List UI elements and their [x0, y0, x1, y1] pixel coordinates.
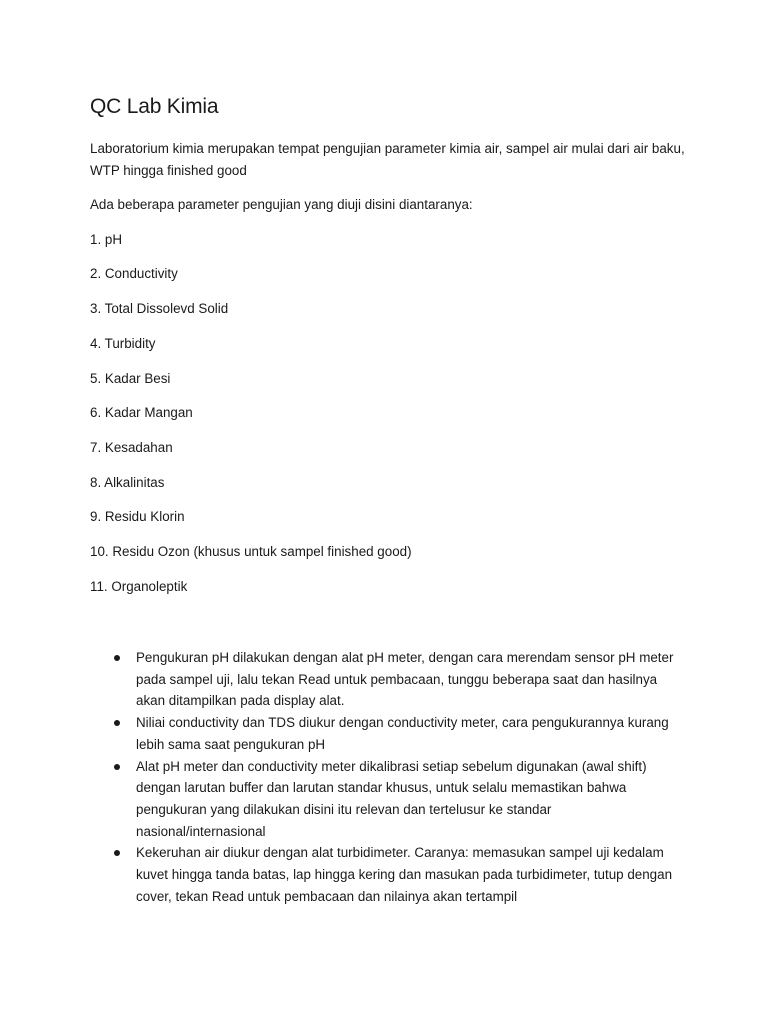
bullet-text: Kekeruhan air diukur dengan alat turbidimeter. Caranya: memasukan sampel uji kedalam kuvet hingga tanda batas, lap hingga kering dan masukan pada turbidimeter, tutup dengan cover, tekan Read untuk pembacaan dan nilainya akan tertampil — [136, 845, 673, 904]
bullet-item — [136, 712, 676, 755]
bullet-icon — [114, 850, 120, 856]
parameter-item: 3. Total Dissolevd Solid — [90, 301, 229, 316]
intro-paragraph: Laboratorium kimia merupakan tempat pengujian parameter kimia air, sampel air mulai dari air baku, WTP hingga finished good — [90, 141, 685, 178]
bullet-item — [136, 756, 676, 843]
bullet-text: Niliai conductivity dan TDS diukur dengan conductivity meter, cara pengukurannya kurang lebih sama saat pengukuran pH — [136, 715, 669, 752]
parameter-item: 6. Kadar Mangan — [90, 405, 193, 420]
bullet-item — [136, 842, 676, 907]
bullet-list — [136, 647, 676, 907]
bullet-text: Alat pH meter dan conductivity meter dikalibrasi setiap sebelum digunakan (awal shift) dengan larutan buffer dan larutan standar khusus, untuk selalu memastikan bahwa pengukuran yang dilakukan disini itu relevan dan tertelusur ke standar nasional/internasional — [136, 758, 647, 839]
bullet-text: Pengukuran pH dilakukan dengan alat pH meter, dengan cara merendam sensor pH meter pada sampel uji, lalu tekan Read untuk pembacaan, tunggu beberapa saat dan hasilnya akan ditampilkan pada display alat. — [136, 650, 674, 709]
parameter-item: 2. Conductivity — [90, 266, 178, 281]
parameter-item: 5. Kadar Besi — [90, 371, 171, 386]
parameter-item: 7. Kesadahan — [90, 440, 173, 455]
bullet-icon — [114, 655, 120, 661]
parameter-item: 1. pH — [90, 232, 123, 247]
parameter-item: 8. Alkalinitas — [90, 475, 165, 490]
bullet-icon — [114, 764, 120, 770]
page-title: QC Lab Kimia — [90, 95, 219, 118]
bullet-item — [136, 647, 676, 712]
parameter-item: 9. Residu Klorin — [90, 509, 185, 524]
parameter-item: 10. Residu Ozon (khusus untuk sampel finished good) — [90, 544, 412, 559]
parameter-item: 11. Organoleptik — [90, 579, 188, 594]
lead-paragraph: Ada beberapa parameter pengujian yang diuji disini diantaranya: — [90, 197, 473, 212]
parameter-item: 4. Turbidity — [90, 336, 156, 351]
bullet-icon — [114, 720, 120, 726]
